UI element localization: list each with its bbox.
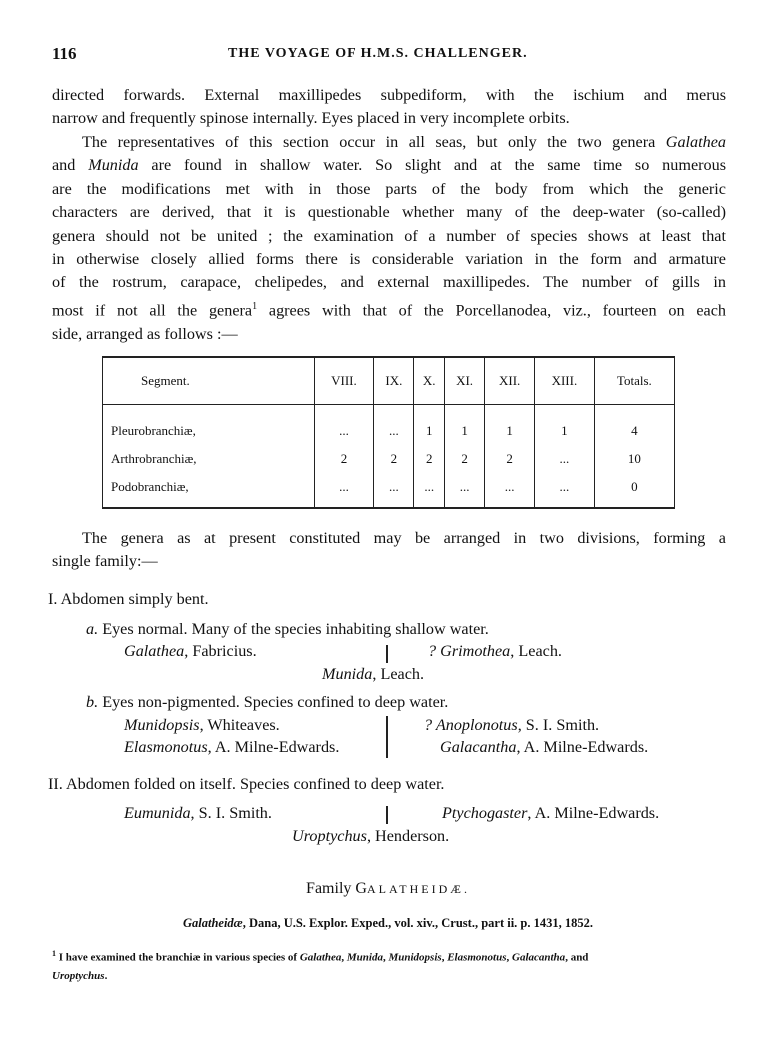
text-line: The representatives of this section occur in all seas, but only the two genera Galathea: [82, 133, 726, 151]
subdivision-a: a. Eyes normal. Many of the species inhabiting shallow water.: [86, 620, 489, 638]
text-line: side, arranged as follows :—: [52, 324, 238, 343]
text-line: and Munida are found in shallow water. So slight and at the same time so numerous: [52, 156, 727, 175]
table-cell: 1: [444, 405, 484, 446]
page-number: 116: [52, 44, 77, 63]
table-cell: 4: [594, 405, 674, 446]
table-cell: 1: [535, 405, 595, 446]
table-cell: 2: [485, 445, 535, 473]
paragraph-2: [52, 131, 726, 346]
text-line: characters are derived, that it is questionable whether many of the deep-water (so-called): [52, 203, 726, 222]
table-cell: 2: [374, 445, 414, 473]
table-cell: ...: [535, 445, 595, 473]
column-header: XI.: [444, 357, 484, 405]
table-cell: ...: [314, 405, 374, 446]
genus-entry: ? Grimothea, Leach.: [428, 642, 562, 660]
table-cell: 1: [414, 405, 445, 446]
table-cell: ...: [414, 473, 445, 508]
column-header: VIII.: [314, 357, 374, 405]
text-line: most if not all the genera$^1$ agrees with that of the Porcellanodea, viz., fourteen on each: [52, 300, 726, 320]
genus-name: Galathea: [665, 133, 726, 151]
genus-entry: Munidopsis, Whiteaves.: [124, 716, 280, 734]
table-cell: 1: [485, 405, 535, 446]
divider-line: [386, 716, 388, 758]
table-cell: 2: [414, 445, 445, 473]
table-cell: ...: [535, 473, 595, 508]
table-cell: ...: [485, 473, 535, 508]
footnote-marker: 1: [252, 300, 258, 312]
genus-entry: Eumunida, S. I. Smith.: [124, 804, 272, 822]
table-cell: ...: [374, 405, 414, 446]
genus-entry: Galathea, Fabricius.: [124, 642, 257, 660]
text-line: genera should not be united ; the examination of a number of species shows at least that: [52, 226, 726, 245]
column-header: IX.: [374, 357, 414, 405]
column-header: Segment.: [103, 357, 315, 405]
text-line: directed forwards. External maxillipedes subpediform, with the ischium and merus: [52, 86, 726, 104]
table-row: [103, 473, 675, 508]
text-line: The genera as at present constituted may be arranged in two divisions, forming a: [82, 529, 726, 547]
text-line: of the rostrum, carapace, chelipedes, and external maxillipedes. The number of gills in: [52, 273, 726, 292]
table-header-row: [103, 357, 675, 405]
table-cell: ...: [374, 473, 414, 508]
text-line: are the modifications met with in those parts of the body from which the generic: [52, 179, 726, 198]
table-cell: Podobranchiæ,: [111, 479, 189, 494]
paragraph-3: [52, 527, 726, 574]
genus-entry: Munida, Leach.: [322, 665, 425, 683]
family-heading: Family GALATHEIDÆ.: [306, 880, 470, 897]
footnote: $^1$ I have examined the branchiæ in various species of Galathea, Munida, Munidopsis, Elasmonotus, Galacantha, and Uroptychus.: [52, 949, 589, 982]
division-heading: II. Abdomen folded on itself. Species confined to deep water.: [48, 775, 445, 793]
divider-line: [386, 645, 388, 663]
table-cell: Arthrobranchiæ,: [111, 451, 197, 466]
column-header: XII.: [485, 357, 535, 405]
genus-entry: Elasmonotus, A. Milne-Edwards.: [124, 738, 340, 756]
genus-entry: Galacantha, A. Milne-Edwards.: [440, 738, 649, 756]
table-cell: ...: [444, 473, 484, 508]
running-title: THE VOYAGE OF H.M.S. CHALLENGER.: [228, 46, 528, 61]
table-row: [103, 405, 675, 446]
genus-name: Munida: [88, 156, 139, 175]
table-cell: Pleurobranchiæ,: [111, 423, 196, 438]
gill-table: [102, 356, 675, 509]
column-header: X.: [414, 357, 445, 405]
table-cell: 2: [314, 445, 374, 473]
column-header: Totals.: [594, 357, 674, 405]
subdivision-b: b. Eyes non-pigmented. Species confined to deep water.: [86, 693, 449, 711]
family-citation: Galatheidæ, Dana, U.S. Explor. Exped., vol. xiv., Crust., part ii. p. 1431, 1852.: [182, 916, 593, 930]
genus-entry: Ptychogaster, A. Milne-Edwards.: [442, 804, 660, 822]
division-heading: I. Abdomen simply bent.: [48, 590, 209, 608]
table-cell: 10: [594, 445, 674, 473]
table-cell: ...: [314, 473, 374, 508]
text-line: narrow and frequently spinose internally. Eyes placed in very incomplete orbits.: [52, 109, 570, 128]
genus-entry: ? Anoplonotus, S. I. Smith.: [424, 716, 600, 734]
genus-entry: Uroptychus, Henderson.: [292, 827, 450, 845]
text-line: single family:—: [52, 552, 158, 571]
table-row: [103, 445, 675, 473]
column-header: XIII.: [535, 357, 595, 405]
text-line: in otherwise closely allied forms there is considerable variation in the form and armature: [52, 250, 726, 269]
table-cell: 0: [594, 473, 674, 508]
paragraph-1: [52, 84, 726, 131]
table-cell: 2: [444, 445, 484, 473]
divider-line: [386, 806, 388, 824]
